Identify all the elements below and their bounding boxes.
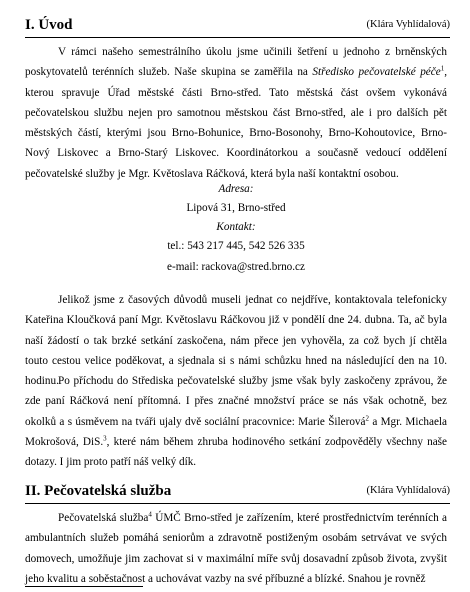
address-label: Adresa:: [218, 183, 254, 195]
service-text: Pečovatelská služba: [58, 512, 149, 524]
service-text-cont: ÚMČ Brno-střed je zařízením, které prostřednictvím terénních a ambulantních služeb pomáhá seniorům a zdravotně postiženým osobám setrvávat ve svých domovech, umožňuje jim zachovat si v maximální míře svůj dosavadní způsob života, zvyšit jeho kvalitu a soběstačnost a uchovávat vazby na své příbuzné a blízké. Snahou je rovněž: [25, 512, 448, 585]
footnote-ref: 4: [148, 510, 152, 519]
intro-text-cont: , kterou spravuje Úřad městské části Brno-střed. Tato městská část ovšem vykonává pečovatelskou službu nejen pro samotnou městskou část Brno-střed, ale i pro dalších pět městských částí, kterými jsou Brno-Bohunice, Brno-Bosonohy, Brno-Kohoutovice, Brno-Nový Liskovec a Brno-Starý Liskovec. Koordinátorkou a současně vedoucí oddělení pečovatelské služby je Mgr. Květoslava Ráčková, která byla naší kontaktní osobou.: [25, 66, 447, 180]
section-heading: [25, 482, 450, 500]
organization-name: Středisko pečovatelské péče: [312, 66, 441, 79]
paragraph-phone-contact: Jelikož jsme z časových důvodů museli jednat co nejdříve, kontaktovala telefonicky Kateřina Kloučková paní Mgr. Květoslavu Ráčkovou již v pondělí dne 24. dubna. Ta, ač byla naší žádostí o tak brzké setkání zaskočena, nám přece jen vyhověla, za což bych jí chtěla touto cestou velice poděkovat, a sjednala si s námi schůzku hned na následující den na 10. hodinu.: [25, 294, 447, 388]
footnote-ref: 1: [440, 64, 445, 73]
section-heading: [25, 16, 450, 34]
section-author: (Klára Vyhlídalová): [366, 485, 450, 496]
intro-text: V rámci našeho semestrálního úkolu jsme učinili šetření u jednoho z brněnských poskytovatelů terénních služeb. Naše skupina se zaměřila na: [25, 46, 447, 79]
paragraph-service: [25, 508, 447, 589]
visit-text: Po příchodu do Střediska pečovatelské služby jsme však byly zaskočeny zprávou, že zde paní Ráčková není přítomná. I přes značné množství práce se nás však ochotně, bez okolků a s úsměvem na tváři ujaly dvě sociální pracovnice: Marie Šilerová: [25, 375, 447, 428]
intro-paragraph: [25, 42, 447, 184]
footnote-ref: 3: [103, 434, 107, 443]
section-divider: [25, 503, 450, 504]
footnote-separator: [25, 586, 143, 587]
section-title: II. Pečovatelská služba: [25, 483, 172, 499]
section-author: (Klára Vyhlídalová): [366, 19, 450, 30]
email-value: e-mail: rackova@stred.brno.cz: [167, 261, 305, 273]
visit-text-cont: a Mgr. Michaela Mokrošová, DiS.: [25, 415, 448, 448]
address-value: Lipová 31, Brno-střed: [186, 202, 286, 214]
section-divider: [25, 37, 450, 38]
paragraph-visit: [25, 371, 447, 472]
phone-value: tel.: 543 217 445, 542 526 335: [167, 240, 305, 252]
contact-label: Kontakt:: [216, 221, 256, 233]
footnote-ref: 2: [365, 413, 369, 422]
visit-text-end: , které nám během zhruba hodinového setkání zodpověděly všechny naše dotazy. I jim proto patří náš velký dík.: [25, 435, 448, 469]
section-title: I. Úvod: [25, 17, 73, 33]
